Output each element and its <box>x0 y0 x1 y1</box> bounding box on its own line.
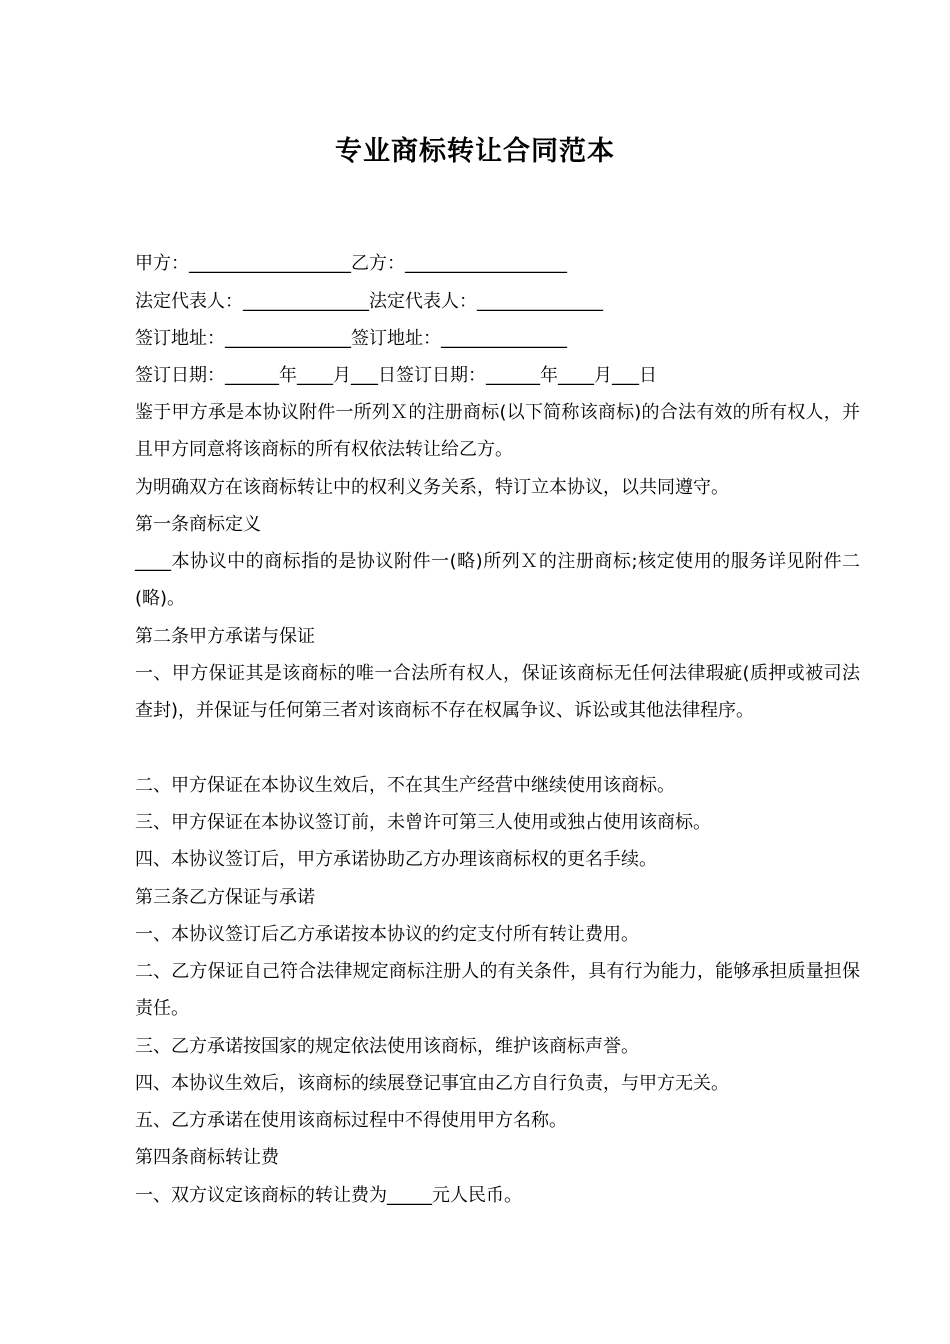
article-2-heading: 第二条甲方承诺与保证 <box>135 626 315 647</box>
legal-representative-line: 法定代表人：______________法定代表人：______________ <box>135 291 603 312</box>
article-4-heading: 第四条商标转让费 <box>135 1147 279 1168</box>
document-title: 专业商标转让合同范本 <box>335 136 615 167</box>
article-3-heading: 第三条乙方保证与承诺 <box>135 887 315 908</box>
article-1-paragraph: ____本协议中的商标指的是协议附件一(略)所列Ｘ的注册商标;核定使用的服务详见附件二(略)。 <box>135 551 860 609</box>
article-3-clause-1: 一、本协议签订后乙方承诺按本协议的约定支付所有转让费用。 <box>135 924 639 945</box>
article-3-clause-3: 三、乙方承诺按国家的规定依法使用该商标，维护该商标声誉。 <box>135 1036 639 1057</box>
article-2-clause-1: 一、甲方保证其是该商标的唯一合法所有权人，保证该商标无任何法律瑕疵(质押或被司法查封)，并保证与任何第三者对该商标不存在权属争议、诉讼或其他法律程序。 <box>135 663 860 721</box>
article-3-clause-4: 四、本协议生效后，该商标的续展登记事宜由乙方自行负责，与甲方无关。 <box>135 1073 729 1094</box>
signing-address-line: 签订地址：______________签订地址：______________ <box>135 328 567 349</box>
article-2-clause-3: 三、甲方保证在本协议签订前，未曾许可第三人使用或独占使用该商标。 <box>135 812 711 833</box>
party-names-line: 甲方：__________________乙方：__________________ <box>135 253 567 274</box>
article-1-heading: 第一条商标定义 <box>135 514 261 535</box>
article-3-clause-5: 五、乙方承诺在使用该商标过程中不得使用甲方名称。 <box>135 1110 567 1131</box>
article-2-clause-4: 四、本协议签订后，甲方承诺协助乙方办理该商标权的更名手续。 <box>135 849 657 870</box>
article-4-clause-1: 一、双方议定该商标的转让费为_____元人民币。 <box>135 1185 522 1206</box>
purpose-paragraph: 为明确双方在该商标转让中的权利义务关系，特订立本协议，以共同遵守。 <box>135 477 729 498</box>
article-3-clause-2: 二、乙方保证自己符合法律规定商标注册人的有关条件，具有行为能力，能够承担质量担保责任。 <box>135 961 860 1019</box>
preamble-paragraph: 鉴于甲方承是本协议附件一所列Ｘ的注册商标(以下简称该商标)的合法有效的所有权人，并且甲方同意将该商标的所有权依法转让给乙方。 <box>135 402 860 460</box>
article-2-clause-2: 二、甲方保证在本协议生效后，不在其生产经营中继续使用该商标。 <box>135 775 675 796</box>
signing-date-line: 签订日期：______年____月___日签订日期：______年____月___日 <box>135 365 657 386</box>
